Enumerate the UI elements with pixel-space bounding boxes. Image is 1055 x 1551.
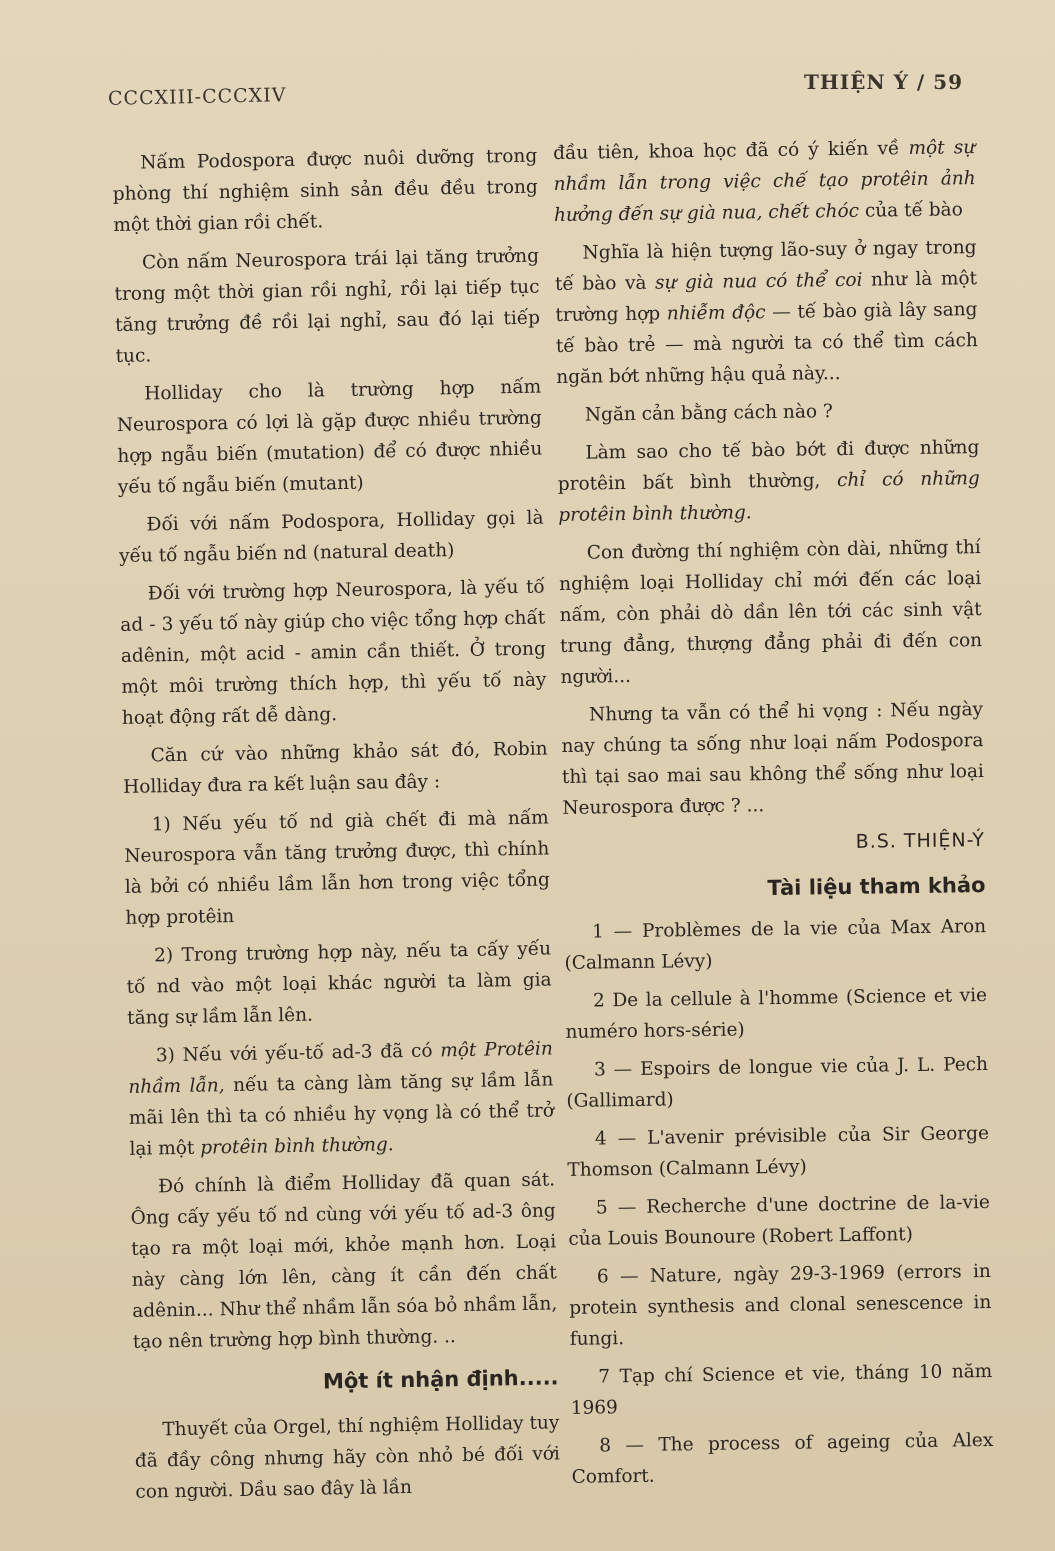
reference-item: 4 — L'avenir prévisible của Sir George Thomson (Calmann Lévy) bbox=[567, 1123, 990, 1181]
paragraph: 1) Nếu yếu tố nd già chết đi mà nấm Neurospora vẫn tăng trưởng được, thì chính là bởi có nhiều lầm lẫn hơn trong việc tổng hợp protêin bbox=[124, 807, 551, 929]
italic-text: một Protêin nhầm lẫn, bbox=[128, 1038, 553, 1098]
text-run: đầu tiên, khoa học đã có ý kiến về bbox=[553, 138, 909, 164]
paragraph: Nấm Podospora được nuôi dưỡng trong phòng thí nghiệm sinh sản đều đều trong một thời gian rồi chết. bbox=[112, 145, 538, 236]
paragraph bbox=[553, 132, 976, 231]
reference-item: 7 Tạp chí Science et vie, tháng 10 năm 1969 bbox=[570, 1360, 993, 1419]
reference-item: 6 — Nature, ngày 29-3-1969 (errors in protein synthesis and clonal senescence in fungi. bbox=[569, 1260, 992, 1350]
text-run: Làm sao cho tế bào bớt đi được những protêin bất bình thường, bbox=[557, 437, 980, 495]
paragraph: Holliday cho là trường hợp nấm Neurospora có lợi là gặp được nhiều trường hợp ngẫu biến (mutation) để có được nhiều yếu tố ngẫu biến (mutant) bbox=[116, 376, 543, 498]
italic-text: protêin bình thường. bbox=[200, 1134, 394, 1159]
issue-number: CCCXIII-CCCXIV bbox=[107, 84, 287, 110]
italic-text: một sự nhầm lẫn trong việc chế tạo protêin ảnh hưởng đến sự già nua, chết chóc bbox=[553, 137, 976, 226]
right-column bbox=[553, 132, 994, 1500]
reference-item: 8 — The process of ageing của Alex Comfort. bbox=[571, 1429, 994, 1488]
paragraph bbox=[554, 232, 978, 393]
paragraph: Ngăn cản bằng cách nào ? bbox=[584, 401, 833, 426]
paragraph bbox=[557, 432, 980, 531]
italic-text: sự già nua có thể coi bbox=[654, 269, 863, 294]
section-heading: Một ít nhận định..... bbox=[322, 1365, 559, 1394]
paragraph: Đó chính là điểm Holliday đã quan sát. Ông cấy yếu tố nd cùng với yếu tố ad-3 ông tạo ra một loại mới, khỏe mạnh hơn. Loại này càng lớn lên, càng ít cần đến chất adênin... Như thể nhầm lẫn sóa bỏ nhầm lẫn, tạo nên trường hợp bình thường. .. bbox=[130, 1169, 558, 1353]
author-signature: B.S. THIỆN-Ý bbox=[855, 829, 985, 853]
paragraph: 2) Trong trường hợp này, nếu ta cấy yếu tố nd vào một loại khác người ta làm gia tăng sự lầm lẫn lên. bbox=[126, 938, 552, 1029]
references-heading: Tài liệu tham khảo bbox=[767, 873, 986, 901]
paragraph: Thuyết của Orgel, thí nghiệm Holliday tuy đã đầy công nhưng hãy còn nhỏ bé đối với con người. Dầu sao đây là lần bbox=[134, 1412, 561, 1503]
text-run: nếu ta càng làm tăng sự lầm lẫn mãi lên thì ta có nhiều hy vọng là có thể trở lại một bbox=[128, 1069, 555, 1160]
paragraph: Con đường thí nghiệm còn dài, những thí nghiệm loại Holliday chỉ mới đến các loại nấm, còn phải dò dần lên tới các sinh vật trung đẳng, thượng đẳng phải đi đến con người... bbox=[559, 537, 983, 688]
reference-item: 1 — Problèmes de la vie của Max Aron (Calmann Lévy) bbox=[564, 916, 987, 974]
italic-text: chỉ có những protêin bình thường. bbox=[558, 468, 980, 526]
text-run: của tế bào bbox=[858, 199, 963, 222]
paragraph bbox=[128, 1033, 555, 1164]
paragraph: Đối với nấm Podospora, Holliday gọi là yếu tố ngẫu biến nd (natural death) bbox=[118, 507, 544, 567]
text-run: — tế bào già lây sang tế bào trẻ — mà người ta có thể tìm cách ngăn bớt những hậu quả này... bbox=[555, 299, 979, 388]
left-column bbox=[112, 141, 561, 1515]
reference-item: 3 — Espoirs de longue vie của J. L. Pech (Gallimard) bbox=[566, 1054, 989, 1112]
paragraph: Căn cứ vào những khảo sát đó, Robin Holliday đưa ra kết luận sau đây : bbox=[122, 738, 548, 798]
reference-item: 5 — Recherche d'une doctrine de la-vie của Louis Bounoure (Robert Laffont) bbox=[568, 1192, 991, 1250]
text-run: 3) Nếu với yếu-tố ad-3 đã có bbox=[155, 1040, 441, 1067]
text-run: như là một trường hợp bbox=[555, 268, 978, 326]
paragraph: Còn nấm Neurospora trái lại tăng trưởng trong một thời gian rồi nghỉ, rồi lại tiếp tục tăng trưởng đề rồi lại nghỉ, sau đó lại tiếp tục. bbox=[114, 245, 541, 367]
text-run: Nghĩa là hiện tượng lão-suy ở ngay trong tế bào và bbox=[554, 237, 977, 295]
italic-text: nhiễm độc bbox=[666, 302, 766, 325]
magazine-title-page-number: THIỆN Ý / 59 bbox=[804, 70, 963, 94]
reference-item: 2 De la cellule à l'homme (Science et vie numéro hors-série) bbox=[565, 985, 988, 1043]
paragraph: Nhưng ta vẫn có thể hi vọng : Nếu ngày nay chúng ta sống như loại nấm Podospora thì tại sao mai sau không thể sống như loại Neurospora được ? ... bbox=[561, 699, 985, 819]
paragraph: Đối với trường hợp Neurospora, là yếu tố ad - 3 yếu tố này giúp cho việc tổng hợp chất adênin, một acid - amin cần thiết. Ở trong một môi trường thích hợp, thì yếu tố này hoạt động rất dễ dàng. bbox=[120, 576, 547, 729]
